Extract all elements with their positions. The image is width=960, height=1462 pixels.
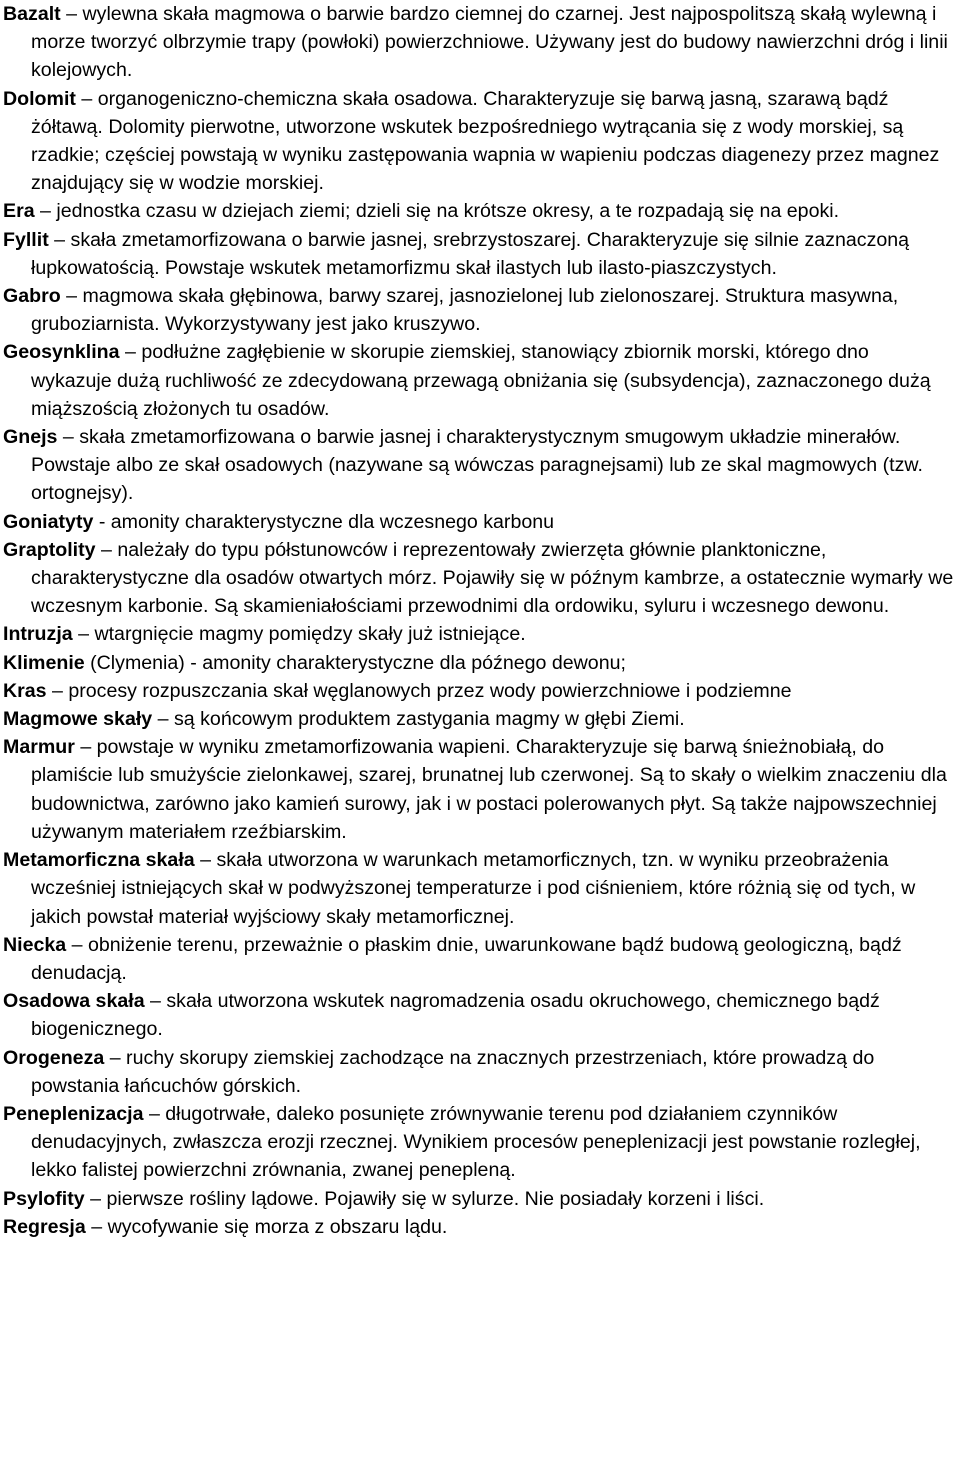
glossary-entry: [3, 423, 954, 508]
glossary-term: Intruzja: [3, 623, 73, 646]
glossary-entry: [3, 1213, 954, 1241]
glossary-definition: (Clymenia) - amonity charakterystyczne dla późnego dewonu;: [84, 651, 626, 674]
glossary-definition: – pierwsze rośliny lądowe. Pojawiły się w sylurze. Nie posiadały korzeni i liści.: [84, 1187, 765, 1210]
glossary-term: Goniatyty: [3, 510, 94, 533]
glossary-term: Magmowe skały: [3, 708, 153, 731]
glossary-term: Orogeneza: [3, 1046, 105, 1069]
glossary-entry: [3, 282, 954, 338]
glossary-definition: – są końcowym produktem zastygania magmy w głębi Ziemi.: [152, 708, 685, 731]
glossary-definition: – jednostka czasu w dziejach ziemi; dzieli się na krótsze okresy, a te rozpadają się na epoki.: [34, 200, 840, 223]
glossary-definition: – skała utworzona wskutek nagromadzenia osadu okruchowego, chemicznego bądź biogenicznego.: [31, 990, 880, 1041]
glossary-definition: – organogeniczno-chemiczna skała osadowa. Charakteryzuje się barwą jasną, szarawą bądź żółtawą. Dolomity pierwotne, utworzone wskutek bezpośredniego wytrącania się z wody morskiej, są rzadkie; częściej powstają w wyniku zastępowania wapnia w wapieniu podczas diagenezy przez magnez znajdujący się w wodzie morskiej.: [31, 87, 940, 195]
glossary-term: Marmur: [3, 736, 75, 759]
glossary-term: Osadowa skała: [3, 990, 145, 1013]
glossary-definition: – obniżenie terenu, przeważnie o płaskim dnie, uwarunkowane bądź budową geologiczną, bądź denudacją.: [31, 933, 902, 984]
glossary-definition: – skała zmetamorfizowana o barwie jasnej, srebrzystoszarej. Charakteryzuje się silnie zaznaczoną łupkowatością. Powstaje wskutek metamorfizmu skał ilastych lub ilasto-piaszczystych.: [31, 228, 910, 279]
glossary-term: Geosynklina: [3, 341, 120, 364]
glossary-term: Regresja: [3, 1215, 86, 1238]
glossary-definition: – skała utworzona w warunkach metamorficznych, tzn. w wyniku przeobrażenia wcześniej istniejących skał w podwyższonej temperaturze i pod ciśnieniem, które różnią się od tych, w jakich powstał materiał wyjściowy skały metamorficznej.: [31, 849, 916, 928]
glossary-entry: [3, 338, 954, 423]
glossary-entry: [3, 705, 954, 733]
glossary-entry: [3, 536, 954, 621]
glossary-definition: – należały do typu półstunowców i reprezentowały zwierzęta głównie planktoniczne, charakterystyczne dla osadów otwartych mórz. Pojawiły się w późnym kambrze, a ostatecznie wymarły we wczesnym karbonie. Są skamieniałościami przewodnimi dla ordowiku, syluru i wczesnego dewonu.: [31, 538, 954, 618]
glossary-term: Dolomit: [3, 87, 76, 110]
glossary-entry: [3, 0, 954, 85]
glossary-entry: [3, 733, 954, 846]
glossary-entry: [3, 649, 954, 677]
glossary-entry: [3, 931, 954, 987]
glossary-term: Gabro: [3, 285, 61, 308]
glossary-definition: – podłużne zagłębienie w skorupie ziemskiej, stanowiący zbiornik morski, którego dno wykazuje dużą ruchliwość ze zdecydowaną przewagą obniżania się (subsydencja), zaznaczonego dużą miąższością złożonych tu osadów.: [31, 341, 931, 420]
glossary-entry: [3, 85, 954, 198]
glossary-entry: [3, 677, 954, 705]
glossary-definition: – procesy rozpuszczania skał węglanowych przez wody powierzchniowe i podziemne: [46, 679, 792, 702]
glossary-term: Metamorficzna skała: [3, 849, 195, 872]
glossary-definition: – skała zmetamorfizowana o barwie jasnej i charakterystycznym smugowym układzie minerałów. Powstaje albo ze skał osadowych (nazywane są wówczas paragnejsami) lub ze skal magmowych (tzw. ortognejsy).: [31, 426, 923, 505]
glossary-definition: – ruchy skorupy ziemskiej zachodzące na znacznych przestrzeniach, które prowadzą do powstania łańcuchów górskich.: [31, 1046, 875, 1097]
glossary-term: Graptolity: [3, 538, 96, 561]
glossary-definition: – długotrwałe, daleko posunięte zrównywanie terenu pod działaniem czynników denudacyjnych, zwłaszcza erozji rzecznej. Wynikiem procesów peneplenizacji jest powstanie rozległej, lekko falistej powierzchni zrównania, zwanej penepleną.: [31, 1102, 921, 1182]
glossary-definition: – magmowa skała głębinowa, barwy szarej, jasnozielonej lub zielonoszarej. Struktura masywna, gruboziarnista. Wykorzystywany jest jako kruszywo.: [31, 285, 899, 336]
glossary-entry: [3, 846, 954, 931]
glossary-definition: – powstaje w wyniku zmetamorfizowania wapieni. Charakteryzuje się barwą śnieżnobiałą, do plamiście lub smużyście zielonkawej, szarej, brunatnej lub czerwonej. Są to skały o wielkim znaczeniu dla budownictwa, zarówno jako kamień surowy, jak i w postaci polerowanych płyt. Są także najpowszechniej używanym materiałem rzeźbiarskim.: [31, 736, 947, 843]
glossary-term: Bazalt: [3, 3, 61, 25]
glossary-entry: [3, 226, 954, 282]
glossary-entry: [3, 1185, 954, 1213]
glossary-term: Klimenie: [3, 651, 85, 674]
glossary-entry: [3, 987, 954, 1043]
glossary-definition: – wtargnięcie magmy pomiędzy skały już istniejące.: [72, 623, 526, 646]
glossary-term: Psylofity: [3, 1187, 85, 1210]
glossary-term: Era: [3, 200, 35, 223]
glossary-definition: - amonity charakterystyczne dla wczesnego karbonu: [93, 510, 555, 533]
glossary-entry: [3, 197, 954, 225]
glossary-definition: – wycofywanie się morza z obszaru lądu.: [85, 1215, 448, 1238]
glossary-term: Kras: [3, 679, 47, 702]
glossary-term: Peneplenizacja: [3, 1102, 144, 1125]
glossary-term: Gnejs: [3, 426, 58, 449]
glossary-entry: [3, 508, 954, 536]
glossary-entry: [3, 620, 954, 648]
glossary-entry: [3, 1044, 954, 1100]
glossary-term: Niecka: [3, 933, 67, 956]
glossary-definition: – wylewna skała magmowa o barwie bardzo ciemnej do czarnej. Jest najpospolitszą skałą wylewną i morze tworzyć olbrzymie trapy (powłoki) powierzchniowe. Używany jest do budowy nawierzchni dróg i linii kolejowych.: [31, 3, 948, 82]
glossary-term: Fyllit: [3, 228, 49, 251]
glossary-entry: [3, 1100, 954, 1185]
